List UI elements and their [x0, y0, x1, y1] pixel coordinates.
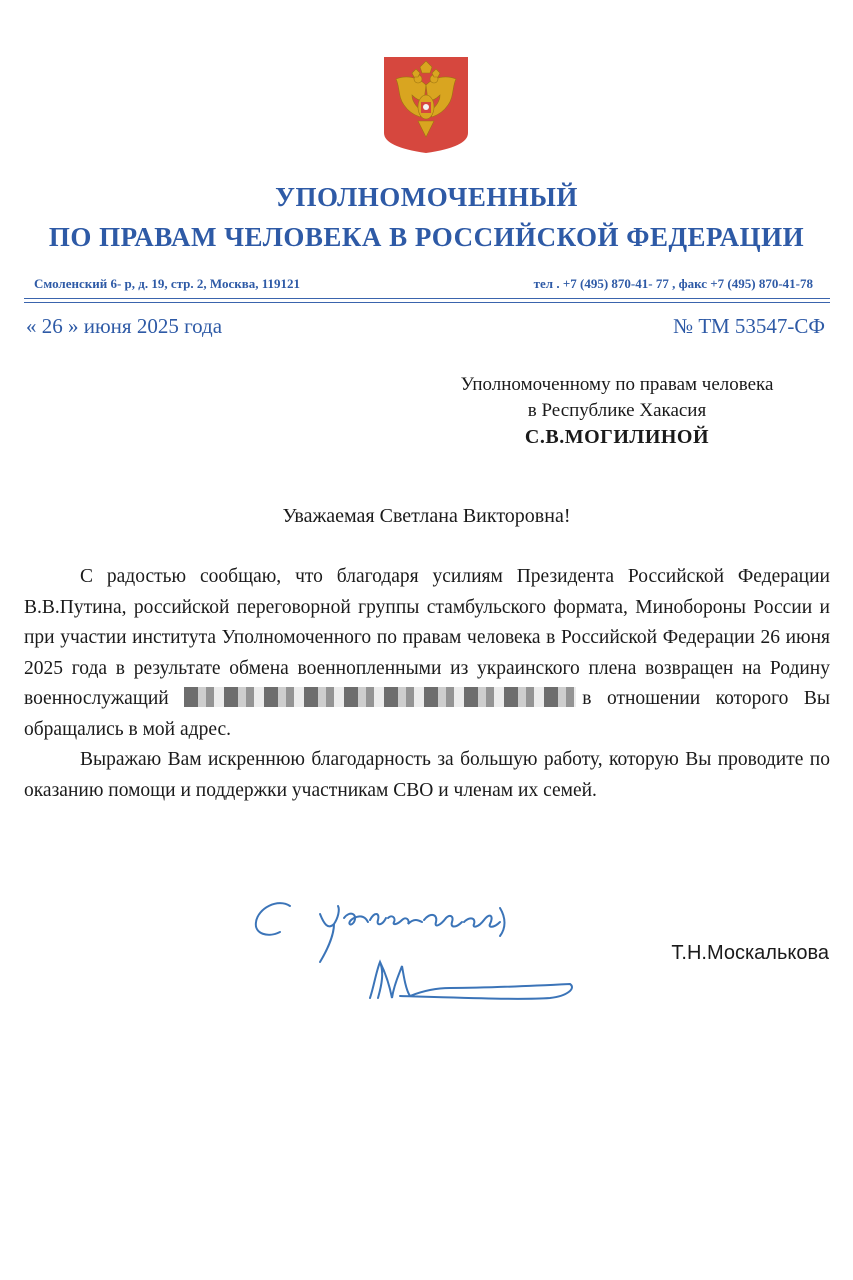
signer-name: Т.Н.Москалькова: [671, 942, 829, 964]
office-title-line1: УПОЛНОМОЧЕННЫЙ: [275, 182, 578, 212]
addressee-block: [407, 372, 827, 450]
header-rule-top: [24, 298, 830, 299]
body-paragraph-1-text: С радостью сообщаю, что благодаря усилиям Президента Российской Федерации В.В.Путина, российской переговорной группы стамбульского формата, Минобороны России и при участии института Уполномоченного по правам человека в Российской Федерации 26 июня 2025 года в результате обмена военнопленными из украинского плена возвращен на Родину военнослужащий: [24, 566, 830, 709]
addressee-name: С.В.МОГИЛИНОЙ: [524, 426, 710, 448]
coat-of-arms-emblem: [382, 55, 470, 155]
handwritten-signature: [250, 888, 590, 1018]
redacted-name: [184, 687, 576, 707]
office-phones: тел . +7 (495) 870-41- 77 , факс +7 (495) 870-41-78: [533, 276, 813, 291]
letter-body: [24, 562, 830, 806]
letter-date: « 26 » июня 2025 года: [26, 314, 223, 338]
addressee-line1: Уполномоченному по правам человека: [460, 374, 774, 395]
office-title-line2: ПО ПРАВАМ ЧЕЛОВЕКА В РОССИЙСКОЙ ФЕДЕРАЦИИ: [48, 222, 805, 252]
addressee-line2: в Республике Хакасия: [527, 400, 707, 421]
office-address: Смоленский 6- р, д. 19, стр. 2, Москва, 119121: [34, 276, 301, 291]
body-paragraph-1: [24, 562, 830, 745]
body-paragraph-2: Выражаю Вам искреннюю благодарность за большую работу, которую Вы проводите по оказанию помощи и поддержки участникам СВО и членам их семей.: [24, 749, 830, 801]
greeting: Уважаемая Светлана Викторовна!: [282, 505, 571, 527]
letter-number: № ТМ 53547-СФ: [673, 314, 825, 338]
header-rule-bottom: [24, 302, 830, 303]
body-paragraph-1-end: в отношении которого Вы обращались в мой адрес.: [24, 688, 831, 740]
